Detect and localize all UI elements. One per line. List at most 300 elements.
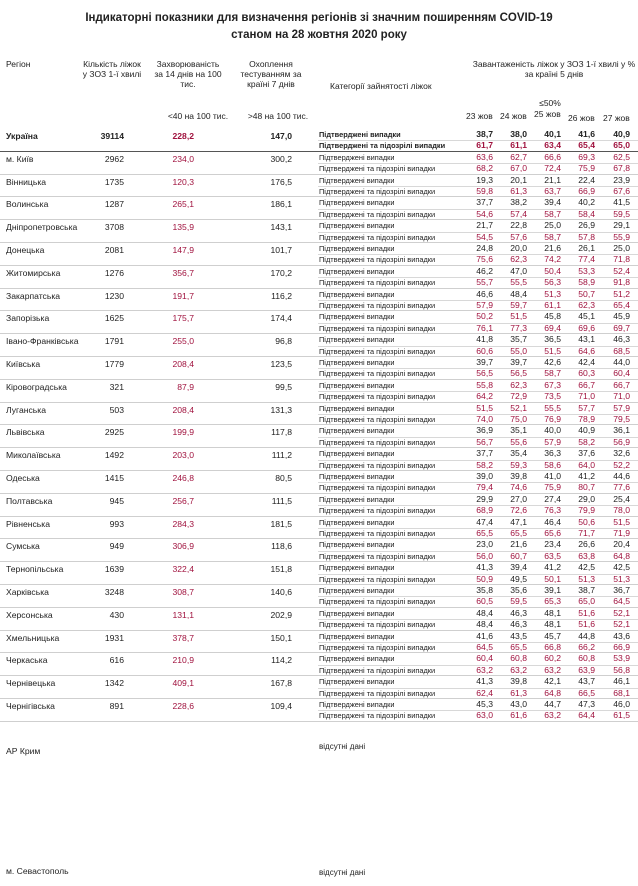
region-name: Донецька	[6, 244, 45, 255]
occupancy-suspected: 79,9	[578, 505, 595, 516]
table-row	[0, 608, 638, 631]
incidence-value: 131,1	[172, 609, 194, 620]
category-confirmed: Підтверджені випадки	[319, 540, 395, 550]
occupancy-suspected: 63,0	[476, 710, 493, 721]
occupancy-confirmed: 35,4	[510, 448, 527, 459]
occupancy-confirmed: 38,7	[476, 129, 493, 139]
incidence-value: 147,9	[172, 244, 194, 255]
table-row	[0, 471, 638, 494]
occupancy-suspected: 46,3	[510, 619, 527, 630]
occupancy-suspected: 56,5	[476, 368, 493, 379]
occupancy-confirmed: 36,9	[476, 425, 493, 436]
occupancy-suspected: 68,5	[613, 345, 630, 356]
category-suspected: Підтверджені та підозрілі випадки	[319, 665, 436, 675]
occupancy-suspected: 59,5	[510, 596, 527, 607]
occupancy-confirmed: 46,0	[613, 698, 630, 709]
table-row	[0, 539, 638, 562]
occupancy-suspected: 64,5	[613, 596, 630, 607]
incidence-value: 87,9	[177, 381, 194, 392]
occupancy-suspected: 66,8	[544, 641, 561, 652]
incidence-value: 284,3	[172, 518, 194, 529]
occupancy-confirmed: 62,3	[510, 379, 527, 390]
occupancy-suspected: 71,7	[578, 527, 595, 538]
occupancy-confirmed: 39,4	[510, 562, 527, 573]
header-testing: Охоплення тестуванням за країні 7 днів	[240, 59, 302, 89]
occupancy-confirmed: 55,5	[544, 402, 561, 413]
occupancy-suspected: 59,3	[510, 459, 527, 470]
table-row	[0, 175, 638, 198]
occupancy-suspected: 72,6	[510, 505, 527, 516]
incidence-value: 246,8	[172, 472, 194, 483]
occupancy-confirmed: 46,6	[476, 288, 493, 299]
category-suspected: Підтверджені та підозрілі випадки	[319, 392, 436, 402]
occupancy-suspected: 59,7	[510, 299, 527, 310]
occupancy-suspected: 74,2	[544, 254, 561, 265]
occupancy-suspected: 63,2	[510, 664, 527, 675]
occupancy-suspected: 55,7	[476, 277, 493, 288]
occupancy-confirmed: 53,3	[578, 265, 595, 276]
testing-value: 101,7	[270, 244, 292, 255]
occupancy-suspected: 69,7	[613, 322, 630, 333]
occupancy-suspected: 49,5	[510, 573, 527, 584]
occupancy-confirmed: 63,6	[476, 151, 493, 162]
occupancy-confirmed: 44,0	[613, 356, 630, 367]
occupancy-confirmed: 26,1	[578, 242, 595, 253]
occupancy-confirmed: 41,6	[476, 630, 493, 641]
header-occupancy: Завантаженість ліжок у ЗОЗ 1-ї хвилі у % за країні 5 днів	[472, 59, 636, 79]
occupancy-suspected: 60,6	[476, 345, 493, 356]
category-suspected: Підтверджені та підозрілі випадки	[319, 232, 436, 242]
header-occupancy-threshold: ≤50%	[539, 98, 561, 108]
testing-value: 111,2	[271, 450, 292, 461]
occupancy-suspected: 65,4	[578, 140, 595, 151]
table-row	[0, 380, 638, 403]
occupancy-confirmed: 23,9	[613, 174, 630, 185]
occupancy-suspected: 62,3	[578, 299, 595, 310]
occupancy-suspected: 60,7	[510, 550, 527, 561]
occupancy-suspected: 71,8	[613, 254, 630, 265]
occupancy-suspected: 76,3	[544, 505, 561, 516]
incidence-value: 234,0	[172, 153, 194, 164]
occupancy-confirmed: 60,4	[476, 653, 493, 664]
occupancy-confirmed: 38,0	[510, 129, 527, 139]
occupancy-suspected: 54,6	[476, 208, 493, 219]
occupancy-suspected: 55,6	[510, 436, 527, 447]
incidence-value: 208,4	[172, 404, 194, 415]
category-confirmed: Підтверджені випадки	[319, 608, 395, 618]
incidence-value: 322,4	[172, 564, 194, 575]
occupancy-suspected: 65,5	[510, 641, 527, 652]
occupancy-suspected: 58,2	[476, 459, 493, 470]
header-incidence-threshold: <40 на 100 тис.	[167, 111, 229, 121]
region-name: Закарпатська	[6, 290, 61, 301]
category-suspected: Підтверджені та підозрілі випадки	[319, 642, 436, 652]
occupancy-suspected: 58,9	[578, 277, 595, 288]
testing-value: 181,5	[270, 518, 292, 529]
occupancy-confirmed: 66,6	[544, 151, 561, 162]
occupancy-confirmed: 38,7	[578, 584, 595, 595]
occupancy-suspected: 63,9	[578, 664, 595, 675]
occupancy-suspected: 64,8	[613, 550, 630, 561]
category-confirmed: Підтверджені випадки	[319, 221, 395, 231]
category-suspected: Підтверджені та підозрілі випадки	[319, 528, 436, 538]
occupancy-confirmed: 42,6	[544, 356, 561, 367]
occupancy-confirmed: 41,3	[476, 562, 493, 573]
category-suspected: Підтверджені та підозрілі випадки	[319, 278, 436, 288]
beds-count: 2962	[104, 153, 124, 164]
occupancy-suspected: 77,6	[613, 482, 630, 493]
category-confirmed: Підтверджені випадки	[319, 289, 395, 299]
category-suspected: Підтверджені та підозрілі випадки	[319, 506, 436, 516]
category-suspected: Підтверджені та підозрілі випадки	[319, 255, 436, 265]
testing-value: 151,8	[270, 564, 292, 575]
occupancy-suspected: 64,8	[544, 687, 561, 698]
testing-value: 118,6	[271, 541, 292, 552]
occupancy-suspected: 71,9	[613, 527, 630, 538]
occupancy-confirmed: 37,7	[476, 448, 493, 459]
table-row	[0, 152, 638, 175]
occupancy-suspected: 61,3	[510, 687, 527, 698]
occupancy-suspected: 61,1	[510, 140, 527, 151]
category-confirmed: Підтверджені випадки	[319, 654, 395, 664]
incidence-value: 208,4	[172, 358, 194, 369]
beds-count: 1779	[104, 358, 124, 369]
occupancy-confirmed: 23,4	[544, 539, 561, 550]
occupancy-confirmed: 67,3	[544, 379, 561, 390]
occupancy-confirmed: 46,3	[510, 607, 527, 618]
table-row	[0, 653, 638, 676]
region-name: Львівська	[6, 427, 45, 438]
occupancy-confirmed: 45,9	[613, 311, 630, 322]
occupancy-suspected: 78,0	[613, 505, 630, 516]
occupancy-confirmed: 55,8	[476, 379, 493, 390]
occupancy-suspected: 56,3	[544, 277, 561, 288]
occupancy-suspected: 64,4	[578, 710, 595, 721]
occupancy-confirmed: 40,2	[578, 197, 595, 208]
occupancy-confirmed: 39,8	[510, 676, 527, 687]
occupancy-suspected: 56,0	[476, 550, 493, 561]
header-date-1: 23 жов	[466, 111, 493, 121]
beds-count: 2925	[104, 427, 124, 438]
occupancy-confirmed: 53,9	[613, 653, 630, 664]
occupancy-confirmed: 36,1	[613, 425, 630, 436]
incidence-value: 306,9	[172, 541, 194, 552]
beds-count: 3248	[104, 586, 124, 597]
occupancy-confirmed: 25,4	[613, 493, 630, 504]
occupancy-confirmed: 45,7	[544, 630, 561, 641]
testing-value: 147,0	[270, 131, 292, 141]
region-name: Житомирська	[6, 267, 61, 278]
occupancy-suspected: 58,7	[544, 231, 561, 242]
category-confirmed: Підтверджені випадки	[319, 335, 395, 345]
occupancy-confirmed: 25,0	[613, 242, 630, 253]
beds-count: 1287	[104, 199, 124, 210]
beds-count: 1492	[104, 450, 124, 461]
occupancy-confirmed: 41,3	[476, 676, 493, 687]
occupancy-suspected: 69,4	[544, 322, 561, 333]
testing-value: 123,5	[270, 358, 292, 369]
category-confirmed: Підтверджені випадки	[319, 357, 395, 367]
occupancy-confirmed: 38,2	[510, 197, 527, 208]
occupancy-confirmed: 46,4	[544, 516, 561, 527]
category-confirmed: Підтверджені випадки	[319, 471, 395, 481]
table-row	[0, 585, 638, 608]
occupancy-confirmed: 48,4	[510, 288, 527, 299]
header-date-3: 25 жов	[534, 109, 561, 119]
testing-value: 116,2	[271, 290, 292, 301]
table-row	[0, 699, 638, 722]
occupancy-suspected: 52,2	[613, 459, 630, 470]
occupancy-suspected: 61,7	[476, 140, 493, 151]
occupancy-confirmed: 41,8	[476, 334, 493, 345]
occupancy-confirmed: 50,6	[578, 516, 595, 527]
table-row	[0, 448, 638, 471]
incidence-value: 255,0	[172, 336, 194, 347]
occupancy-confirmed: 29,0	[578, 493, 595, 504]
occupancy-confirmed: 26,6	[578, 539, 595, 550]
occupancy-confirmed: 52,1	[510, 402, 527, 413]
region-name: Миколаївська	[6, 450, 61, 461]
beds-count: 1791	[104, 336, 124, 347]
occupancy-suspected: 72,9	[510, 391, 527, 402]
occupancy-confirmed: 48,4	[476, 607, 493, 618]
occupancy-suspected: 75,9	[578, 163, 595, 174]
incidence-value: 378,7	[172, 632, 194, 643]
occupancy-suspected: 63,5	[544, 550, 561, 561]
occupancy-suspected: 58,6	[544, 459, 561, 470]
category-confirmed: Підтверджені випадки	[319, 449, 395, 459]
beds-count: 3708	[104, 222, 124, 233]
region-name: Рівненська	[6, 518, 50, 529]
region-name: Кіровоградська	[6, 381, 67, 392]
occupancy-suspected: 65,6	[544, 527, 561, 538]
table-row	[0, 403, 638, 426]
beds-count: 503	[109, 404, 124, 415]
occupancy-suspected: 59,8	[476, 185, 493, 196]
occupancy-suspected: 65,4	[613, 299, 630, 310]
occupancy-confirmed: 23,0	[476, 539, 493, 550]
occupancy-suspected: 77,3	[510, 322, 527, 333]
category-suspected: Підтверджені та підозрілі випадки	[319, 346, 436, 356]
occupancy-suspected: 56,9	[613, 436, 630, 447]
testing-value: 167,8	[270, 678, 292, 689]
occupancy-suspected: 60,5	[476, 596, 493, 607]
occupancy-confirmed: 40,1	[544, 129, 561, 139]
occupancy-confirmed: 50,4	[544, 265, 561, 276]
region-name: Сумська	[6, 541, 40, 552]
header-incidence: Захворюваність за 14 днів на 100 тис.	[154, 59, 222, 89]
occupancy-confirmed: 45,3	[476, 698, 493, 709]
occupancy-confirmed: 36,3	[544, 448, 561, 459]
region-name: Полтавська	[6, 495, 53, 506]
incidence-value: 409,1	[172, 678, 194, 689]
occupancy-confirmed: 43,1	[578, 334, 595, 345]
occupancy-confirmed: 25,0	[544, 220, 561, 231]
occupancy-confirmed: 42,1	[544, 676, 561, 687]
occupancy-suspected: 55,9	[613, 231, 630, 242]
occupancy-confirmed: 43,7	[578, 676, 595, 687]
occupancy-confirmed: 52,1	[613, 607, 630, 618]
testing-value: 99,5	[275, 381, 292, 392]
category-suspected: Підтверджені та підозрілі випадки	[319, 620, 436, 630]
occupancy-confirmed: 46,1	[613, 676, 630, 687]
occupancy-confirmed: 41,2	[544, 562, 561, 573]
incidence-value: 199,9	[172, 427, 194, 438]
occupancy-confirmed: 20,4	[613, 539, 630, 550]
occupancy-confirmed: 35,8	[476, 584, 493, 595]
occupancy-suspected: 79,5	[613, 413, 630, 424]
category-confirmed: Підтверджені випадки	[319, 312, 395, 322]
occupancy-confirmed: 27,0	[510, 493, 527, 504]
occupancy-suspected: 59,5	[613, 208, 630, 219]
occupancy-confirmed: 62,7	[510, 151, 527, 162]
table-row	[0, 494, 638, 517]
occupancy-confirmed: 32,6	[613, 448, 630, 459]
occupancy-suspected: 91,8	[613, 277, 630, 288]
category-suspected: Підтверджені та підозрілі випадки	[319, 141, 446, 151]
testing-value: 131,3	[270, 404, 292, 415]
occupancy-confirmed: 39,7	[476, 356, 493, 367]
occupancy-suspected: 57,9	[476, 299, 493, 310]
table-row	[0, 631, 638, 654]
occupancy-suspected: 66,5	[578, 687, 595, 698]
occupancy-suspected: 51,5	[544, 345, 561, 356]
occupancy-confirmed: 47,0	[510, 265, 527, 276]
occupancy-confirmed: 19,3	[476, 174, 493, 185]
incidence-value: 120,3	[172, 176, 194, 187]
incidence-value: 265,1	[172, 199, 194, 210]
occupancy-suspected: 57,6	[510, 231, 527, 242]
table-row	[0, 197, 638, 220]
beds-count: 1276	[104, 267, 124, 278]
sevastopol-note: відсутні дані	[319, 868, 366, 877]
table-row	[0, 311, 638, 334]
occupancy-suspected: 68,9	[476, 505, 493, 516]
occupancy-confirmed: 42,5	[613, 562, 630, 573]
occupancy-confirmed: 35,6	[510, 584, 527, 595]
occupancy-confirmed: 69,3	[578, 151, 595, 162]
incidence-value: 210,9	[172, 655, 194, 666]
category-confirmed: Підтверджені випадки	[319, 243, 395, 253]
occupancy-confirmed: 21,1	[544, 174, 561, 185]
occupancy-confirmed: 43,5	[510, 630, 527, 641]
occupancy-suspected: 66,2	[578, 641, 595, 652]
occupancy-confirmed: 39,8	[510, 470, 527, 481]
occupancy-suspected: 56,8	[613, 664, 630, 675]
table-row	[0, 266, 638, 289]
occupancy-suspected: 51,3	[578, 573, 595, 584]
region-name: Тернопільська	[6, 564, 64, 575]
testing-value: 80,5	[275, 472, 292, 483]
occupancy-suspected: 51,3	[613, 573, 630, 584]
occupancy-confirmed: 60,8	[510, 653, 527, 664]
occupancy-confirmed: 46,2	[476, 265, 493, 276]
occupancy-suspected: 78,9	[578, 413, 595, 424]
occupancy-suspected: 57,8	[578, 231, 595, 242]
occupancy-confirmed: 66,7	[613, 379, 630, 390]
occupancy-confirmed: 50,7	[578, 288, 595, 299]
category-confirmed: Підтверджені випадки	[319, 426, 395, 436]
occupancy-confirmed: 60,8	[578, 653, 595, 664]
occupancy-confirmed: 24,8	[476, 242, 493, 253]
occupancy-suspected: 63,8	[578, 550, 595, 561]
occupancy-suspected: 58,7	[544, 368, 561, 379]
testing-value: 202,9	[270, 609, 292, 620]
occupancy-suspected: 56,7	[476, 436, 493, 447]
occupancy-confirmed: 41,5	[613, 197, 630, 208]
testing-value: 186,1	[270, 199, 292, 210]
testing-value: 109,4	[270, 700, 292, 711]
occupancy-suspected: 75,0	[510, 413, 527, 424]
region-name: Херсонська	[6, 609, 53, 620]
occupancy-confirmed: 40,0	[544, 425, 561, 436]
occupancy-suspected: 76,1	[476, 322, 493, 333]
occupancy-suspected: 48,1	[544, 619, 561, 630]
testing-value: 114,2	[271, 655, 292, 666]
occupancy-suspected: 62,3	[510, 254, 527, 265]
occupancy-suspected: 71,0	[578, 391, 595, 402]
occupancy-suspected: 50,9	[476, 573, 493, 584]
beds-count: 993	[109, 518, 124, 529]
occupancy-confirmed: 66,7	[578, 379, 595, 390]
category-confirmed: Підтверджені випадки	[319, 517, 395, 527]
incidence-value: 191,7	[172, 290, 194, 301]
category-suspected: Підтверджені та підозрілі випадки	[319, 209, 436, 219]
occupancy-suspected: 63,7	[544, 185, 561, 196]
occupancy-confirmed: 21,6	[544, 242, 561, 253]
occupancy-confirmed: 45,1	[578, 311, 595, 322]
incidence-value: 256,7	[172, 495, 194, 506]
category-confirmed: Підтверджені випадки	[319, 380, 395, 390]
category-suspected: Підтверджені та підозрілі випадки	[319, 369, 436, 379]
header-date-4: 26 жов	[568, 113, 595, 123]
occupancy-confirmed: 39,1	[544, 584, 561, 595]
occupancy-suspected: 61,6	[510, 710, 527, 721]
region-name: Чернівецька	[6, 678, 56, 689]
occupancy-suspected: 63,2	[544, 664, 561, 675]
beds-count: 2081	[104, 244, 124, 255]
category-suspected: Підтверджені та підозрілі випадки	[319, 597, 436, 607]
occupancy-suspected: 56,5	[510, 368, 527, 379]
occupancy-confirmed: 20,1	[510, 174, 527, 185]
occupancy-suspected: 60,3	[578, 368, 595, 379]
testing-value: 176,5	[270, 176, 292, 187]
testing-value: 96,8	[275, 336, 292, 347]
occupancy-confirmed: 51,2	[613, 288, 630, 299]
occupancy-suspected: 66,9	[613, 641, 630, 652]
occupancy-confirmed: 57,7	[578, 402, 595, 413]
occupancy-confirmed: 43,0	[510, 698, 527, 709]
occupancy-confirmed: 51,6	[578, 607, 595, 618]
incidence-value: 135,9	[172, 222, 194, 233]
occupancy-suspected: 57,4	[510, 208, 527, 219]
occupancy-confirmed: 22,8	[510, 220, 527, 231]
occupancy-suspected: 73,5	[544, 391, 561, 402]
category-confirmed: Підтверджені випадки	[319, 130, 401, 139]
occupancy-confirmed: 22,4	[578, 174, 595, 185]
category-suspected: Підтверджені та підозрілі випадки	[319, 460, 436, 470]
beds-count: 1342	[104, 678, 124, 689]
occupancy-confirmed: 60,2	[544, 653, 561, 664]
occupancy-confirmed: 44,6	[613, 470, 630, 481]
occupancy-suspected: 57,9	[544, 436, 561, 447]
region-name: Черкаська	[6, 655, 48, 666]
occupancy-confirmed: 20,0	[510, 242, 527, 253]
incidence-value: 175,7	[172, 313, 194, 324]
table-row	[0, 517, 638, 540]
occupancy-suspected: 63,4	[544, 140, 561, 151]
beds-count: 1735	[104, 176, 124, 187]
